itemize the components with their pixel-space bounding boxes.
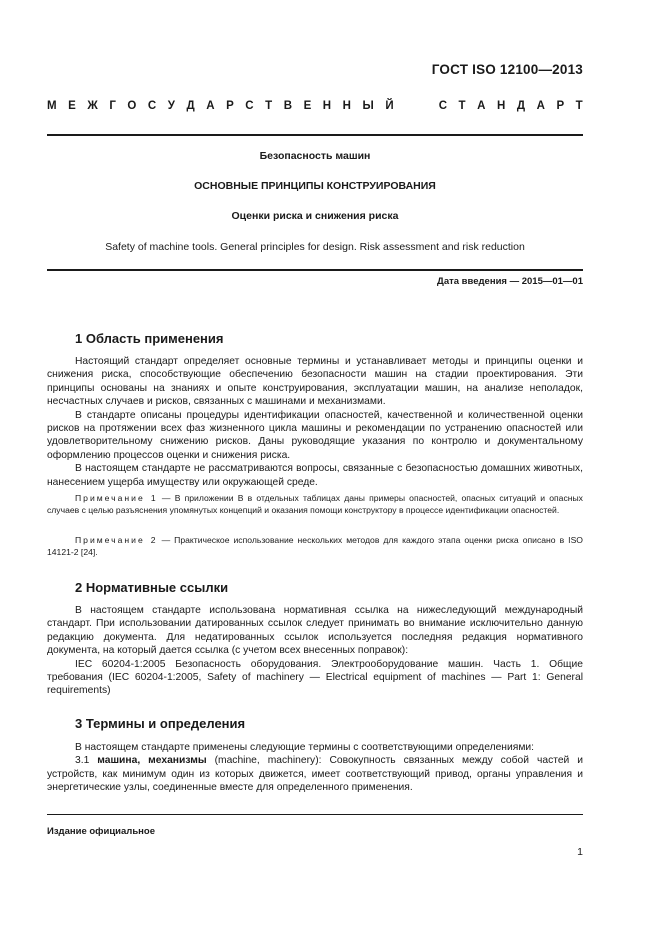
banner-letter: Н <box>322 100 332 112</box>
term-number: 3.1 <box>75 755 98 767</box>
term-name: машина, механизмы <box>97 755 207 767</box>
banner-letter: Г <box>109 100 116 112</box>
banner-letter: В <box>283 100 293 112</box>
banner-letter: Н <box>496 100 506 112</box>
section-1-paragraph-1: Настоящий стандарт определяет основные термины и устанавливает методы и принципы оценки и снижения риска, способствующие обеспечению безопасности машин на стадии проектирования. Эти принципы основаны на знаниях и опыте конструирования, эксплуатации машин, на анализе неполадок, несчастных случаев и рисков, связанных с машинами и механизмами. <box>47 356 583 408</box>
official-edition-label: Издание официальное <box>47 826 155 837</box>
banner-letter: Е <box>68 100 76 112</box>
banner-letter: Р <box>556 100 565 112</box>
note-2-label: Примечание 2 <box>75 535 158 545</box>
note-2-text: — Практическое использование нескольких методов для каждого этапа оценки риска описано в ISO 14121-2 [24]. <box>47 535 583 557</box>
banner-letter: Т <box>265 100 273 112</box>
term-3-1 <box>47 754 583 794</box>
banner-letter: А <box>206 100 215 112</box>
banner-letter: А <box>477 100 486 112</box>
introduction-date: Дата введения — 2015—01—01 <box>437 276 583 287</box>
interstate-standard-banner <box>47 100 583 112</box>
banner-letter: С <box>147 100 157 112</box>
note-1-text: — В приложении В в отдельных таблицах даны примеры опасностей, опасных ситуаций и опасных случаев с целью разъяснения упомянутых концепций и оказания помощи конструктору в процессе идентификации опасностей. <box>47 493 583 515</box>
section-2-body <box>47 604 583 698</box>
title-subject: Безопасность машин <box>259 150 371 162</box>
section-3-body <box>47 741 583 795</box>
section-1-paragraph-3: В настоящем стандарте не рассматриваются вопросы, связанные с безопасностью домашних животных, нанесением ущерба имуществу или окружающей среде. <box>47 463 583 488</box>
section-1-paragraph-2: В стандарте описаны процедуры идентификации опасностей, качественной и количественной оценки рисков на протяжении всех фаз жизненного цикла машины и рекомендации по устранению опасностей или удовлетворительному снижению рисков. Даны руководящие указания по контролю и документальному оформлению процессов оценки и снижения риска. <box>47 409 583 461</box>
banner-letter: Ж <box>87 100 98 112</box>
banner-letter: Д <box>516 100 526 112</box>
section-3-heading: 3 Термины и определения <box>75 716 246 731</box>
term-definition: (machine, machinery): Совокупность связанных между собой частей и устройств, как минимум один из которых движется, имеет соответствующий привод, органы управления и энергетические узлы, соединенные вместе для определенного применения. <box>47 755 583 794</box>
section-2-heading: 2 Нормативные ссылки <box>75 580 229 595</box>
note-1-label: Примечание 1 <box>75 493 158 503</box>
banner-letter: С <box>245 100 254 112</box>
banner-letter: Ы <box>362 100 374 112</box>
banner-letter: С <box>438 100 447 112</box>
title-main: ОСНОВНЫЕ ПРИНЦИПЫ КОНСТРУИРОВАНИЯ <box>194 180 436 192</box>
section-1-body <box>47 355 583 489</box>
banner-word-gap <box>405 100 427 112</box>
banner-letter: М <box>47 100 57 112</box>
banner-letter: А <box>536 100 545 112</box>
banner-letter: Й <box>385 100 394 112</box>
banner-letter: У <box>167 100 175 112</box>
banner-letter: Р <box>226 100 234 112</box>
banner-letter: Н <box>342 100 351 112</box>
page-number: 1 <box>577 846 583 858</box>
banner-letter: Е <box>303 100 312 112</box>
section-3-paragraph-1: В настоящем стандарте применены следующие термины с соответствующими определениями: <box>75 742 535 753</box>
document-code: ГОСТ ISO 12100—2013 <box>431 62 583 77</box>
title-english: Safety of machine tools. General principles for design. Risk assessment and risk reduction <box>105 241 525 253</box>
section-1-heading: 1 Область применения <box>75 331 224 346</box>
header-divider <box>47 134 583 136</box>
note-2 <box>47 535 583 558</box>
title-divider <box>47 269 583 271</box>
note-1 <box>47 493 583 516</box>
section-2-reference: IEC 60204-1:2005 Безопасность оборудования. Электрооборудование машин. Часть 1. Общие требования (IEC 60204-1:2005, Safety of machinery — Electrical equipment of machines — Part 1: General requirements) <box>47 658 583 697</box>
section-2-paragraph-1: В настоящем стандарте использована нормативная ссылка на нижеследующий международный стандарт. При использовании датированных ссылок следует принимать во внимание исключительно данную редакцию документа. Для недатированных ссылок используется последняя редакция нормативного документа, на который дается ссылка (с учетом всех внесенных поправок): <box>47 605 583 657</box>
banner-letter: О <box>127 100 137 112</box>
title-part: Оценки риска и снижения риска <box>231 210 399 222</box>
footer-divider <box>47 814 583 815</box>
banner-letter: Д <box>186 100 195 112</box>
banner-letter: Т <box>458 100 466 112</box>
banner-letter: Т <box>575 100 583 112</box>
